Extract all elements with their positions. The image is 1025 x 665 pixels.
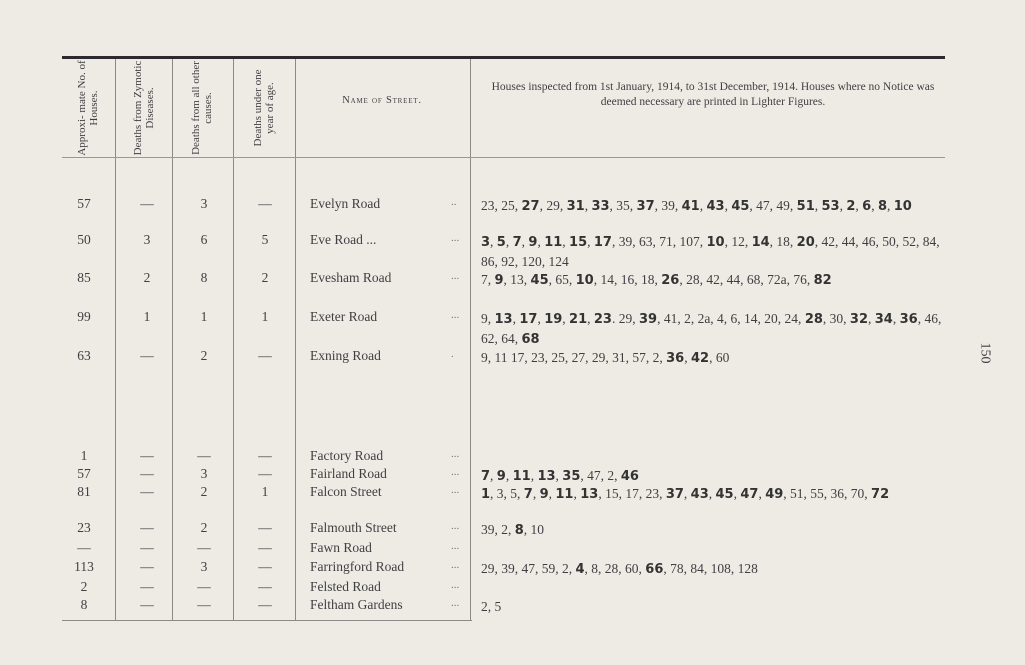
house-number-notice: 17	[519, 312, 538, 327]
houses-inspected-cell	[481, 466, 956, 486]
house-number-notice: 68	[521, 332, 540, 347]
street-name-cell: Evelyn Road	[310, 196, 381, 211]
house-number-text: ,	[724, 198, 732, 213]
house-number-notice: 15	[569, 235, 588, 250]
house-number-text: , 39,	[654, 198, 682, 213]
house-number-text: , 8, 28, 60,	[584, 561, 646, 576]
house-number-notice: 53	[821, 199, 840, 214]
approx-houses-cell: 8	[80, 597, 88, 612]
house-number-notice: 32	[849, 312, 868, 327]
house-number-notice: 13	[580, 487, 599, 502]
houses-inspected-cell	[481, 232, 956, 271]
house-number-notice: 43	[706, 199, 725, 214]
infant-deaths-cell: —	[258, 466, 272, 481]
zymotic-deaths-cell: 3	[143, 232, 151, 247]
house-number-notice: 45	[731, 199, 750, 214]
houses-inspected-cell	[481, 270, 956, 290]
column-divider	[295, 59, 296, 620]
house-number-notice: 7	[481, 469, 491, 484]
infant-deaths-cell: —	[258, 540, 272, 555]
house-number-notice: 11	[544, 235, 563, 250]
house-number-text: ,	[814, 198, 822, 213]
approx-houses-cell: 113	[74, 559, 94, 574]
house-number-text: ,	[537, 234, 545, 249]
street-name-cell: Fawn Road	[310, 540, 372, 555]
house-number-notice: 43	[690, 487, 709, 502]
house-number-text: ,	[548, 486, 556, 501]
leader-dots: ...	[451, 484, 460, 496]
page-number: 150	[977, 342, 993, 364]
approx-houses-cell: 23	[77, 520, 91, 535]
house-number-text: ,	[733, 486, 741, 501]
house-number-text: ,	[505, 234, 513, 249]
header-infant-deaths: Deaths under one year of age.	[252, 69, 276, 147]
zymotic-deaths-cell: —	[140, 579, 154, 594]
house-number-text: , 78, 84, 108, 128	[663, 561, 758, 576]
house-number-text: , 51, 55, 36, 70,	[783, 486, 872, 501]
house-number-text: ,	[490, 234, 497, 249]
house-number-notice: 82	[813, 273, 832, 288]
house-number-text: , 29,	[539, 198, 567, 213]
house-number-text: ,	[584, 198, 592, 213]
infant-deaths-cell: —	[258, 348, 272, 363]
leader-dots: ...	[451, 597, 460, 609]
house-number-text: ,	[573, 486, 581, 501]
zymotic-deaths-cell: 2	[143, 270, 151, 285]
house-number-text: , 47, 2,	[580, 468, 621, 483]
house-number-notice: 14	[751, 235, 770, 250]
other-deaths-cell: 3	[200, 466, 208, 481]
house-number-notice: 27	[521, 199, 540, 214]
street-name-cell: Evesham Road	[310, 270, 392, 285]
house-number-text: ,	[871, 198, 878, 213]
leader-dots: ...	[451, 466, 460, 478]
house-number-notice: 34	[874, 312, 893, 327]
infant-deaths-cell: —	[258, 579, 272, 594]
house-number-text: , 30,	[822, 311, 850, 326]
house-number-notice: 9	[494, 273, 504, 288]
house-number-notice: 49	[765, 487, 784, 502]
house-number-notice: 37	[636, 199, 655, 214]
house-number-text: ,	[684, 350, 691, 365]
zymotic-deaths-cell: —	[140, 540, 154, 555]
houses-inspected-cell	[481, 559, 956, 579]
zymotic-deaths-cell: —	[140, 448, 154, 463]
other-deaths-cell: —	[197, 597, 211, 612]
house-number-text: ,	[839, 198, 847, 213]
house-number-notice: 6	[862, 199, 872, 214]
zymotic-deaths-cell: —	[140, 348, 154, 363]
houses-inspected-cell	[481, 520, 956, 540]
leader-dots: ...	[451, 579, 460, 591]
house-number-text: 7,	[481, 272, 495, 287]
zymotic-deaths-cell: —	[140, 466, 154, 481]
header-houses-inspected: Houses inspected from 1st January, 1914, to 31st December, 1914. Houses where no Notice was deemed necessary are printed in Lighter Figures.	[491, 81, 935, 108]
street-name-cell: Felsted Road	[310, 579, 381, 594]
other-deaths-cell: —	[197, 540, 211, 555]
other-deaths-cell: 2	[200, 484, 208, 499]
house-number-text: 23, 25,	[481, 198, 522, 213]
house-number-text: ,	[537, 311, 545, 326]
infant-deaths-cell: 5	[261, 232, 269, 247]
house-number-notice: 10	[575, 273, 594, 288]
house-number-text: , 46, 62, 64,	[481, 311, 942, 346]
house-number-notice: 46	[620, 469, 639, 484]
houses-inspected-cell	[481, 597, 956, 616]
infant-deaths-cell: —	[258, 559, 272, 574]
house-number-text: ,	[855, 198, 863, 213]
house-number-text: , 35,	[609, 198, 637, 213]
leader-dots: ...	[451, 309, 460, 321]
house-number-notice: 1	[481, 487, 491, 502]
house-number-text: ,	[512, 311, 520, 326]
house-number-notice: 3	[481, 235, 491, 250]
infant-deaths-cell: —	[258, 196, 272, 211]
houses-inspected-cell	[481, 348, 956, 368]
house-number-text: ,	[886, 198, 894, 213]
houses-inspected-cell	[481, 484, 956, 504]
house-number-notice: 41	[681, 199, 700, 214]
zymotic-deaths-cell: —	[140, 484, 154, 499]
house-number-notice: 17	[593, 235, 612, 250]
house-number-text: , 14, 16, 18,	[593, 272, 662, 287]
house-number-notice: 7	[512, 235, 522, 250]
house-number-notice: 19	[544, 312, 563, 327]
house-number-text: 39, 2,	[481, 522, 515, 537]
house-number-text: , 41, 2, 2a, 4, 6, 14, 20, 24,	[657, 311, 805, 326]
street-name-cell: Fairland Road	[310, 466, 387, 481]
other-deaths-cell: —	[197, 448, 211, 463]
header-other-deaths: Deaths from all other causes.	[190, 61, 214, 155]
house-number-notice: 20	[796, 235, 815, 250]
house-number-notice: 36	[666, 351, 685, 366]
zymotic-deaths-cell: —	[140, 196, 154, 211]
approx-houses-cell: 81	[77, 484, 91, 499]
approx-houses-cell: 85	[77, 270, 91, 285]
house-number-notice: 37	[665, 487, 684, 502]
street-name-cell: Feltham Gardens	[310, 597, 403, 612]
house-number-notice: 13	[494, 312, 513, 327]
house-number-notice: 10	[893, 199, 912, 214]
header-infant-wrap	[215, 69, 313, 147]
other-deaths-cell: 3	[200, 196, 208, 211]
house-number-text: ,	[490, 468, 497, 483]
house-number-notice: 26	[661, 273, 680, 288]
house-number-notice: 45	[530, 273, 549, 288]
house-number-notice: 36	[899, 312, 918, 327]
house-number-text: 9, 11 17, 23, 25, 27, 29, 31, 57, 2,	[481, 350, 667, 365]
house-number-text: , 10	[523, 522, 545, 537]
house-number-notice: 9	[539, 487, 549, 502]
house-number-text: 2, 5	[481, 599, 502, 614]
bottom-rule	[62, 620, 472, 621]
header-street-name: Name of Street.	[342, 95, 422, 106]
infant-deaths-cell: 1	[261, 484, 269, 499]
approx-houses-cell: 99	[77, 309, 91, 324]
house-number-text: , 39, 63, 71, 107,	[611, 234, 707, 249]
house-number-notice: 66	[645, 562, 664, 577]
house-number-notice: 10	[706, 235, 725, 250]
house-number-text: , 47, 49,	[749, 198, 797, 213]
house-number-notice: 11	[555, 487, 574, 502]
column-divider	[470, 59, 471, 620]
column-divider	[233, 59, 234, 620]
house-number-text: ,	[505, 468, 513, 483]
leader-dots: ...	[451, 559, 460, 571]
house-number-notice: 13	[537, 469, 556, 484]
house-number-text: ,	[530, 468, 538, 483]
approx-houses-cell: 63	[77, 348, 91, 363]
house-number-notice: 33	[591, 199, 610, 214]
approx-houses-cell: 1	[80, 448, 88, 463]
house-number-text: ,	[532, 486, 540, 501]
house-number-text: ,	[892, 311, 900, 326]
house-number-text: 29, 39, 47, 59, 2,	[481, 561, 576, 576]
approx-houses-cell: 57	[77, 196, 91, 211]
house-number-notice: 21	[569, 312, 588, 327]
house-number-text: , 15, 17, 23,	[598, 486, 666, 501]
house-number-text: ,	[562, 234, 570, 249]
approx-houses-cell: 2	[80, 579, 88, 594]
house-number-notice: 2	[846, 199, 856, 214]
house-number-text: ,	[587, 311, 594, 326]
leader-dots: ...	[451, 448, 460, 460]
street-name-cell: Farringford Road	[310, 559, 405, 574]
header-rule	[62, 157, 945, 158]
house-number-text: . 29,	[611, 311, 639, 326]
house-number-text: ,	[708, 486, 716, 501]
infant-deaths-cell: 1	[261, 309, 269, 324]
zymotic-deaths-cell: —	[140, 597, 154, 612]
house-number-text: ,	[699, 198, 707, 213]
street-name-cell: Falcon Street	[310, 484, 382, 499]
houses-inspected-cell	[481, 309, 956, 349]
house-number-notice: 45	[715, 487, 734, 502]
other-deaths-cell: 1	[200, 309, 208, 324]
other-deaths-cell: 2	[200, 520, 208, 535]
infant-deaths-cell: —	[258, 520, 272, 535]
house-number-notice: 72	[871, 487, 890, 502]
zymotic-deaths-cell: —	[140, 559, 154, 574]
house-number-notice: 9	[496, 469, 506, 484]
other-deaths-cell: —	[197, 579, 211, 594]
other-deaths-cell: 6	[200, 232, 208, 247]
house-number-text: ,	[868, 311, 875, 326]
house-number-notice: 47	[740, 487, 759, 502]
house-number-text: 9,	[481, 311, 495, 326]
house-number-text: ,	[683, 486, 691, 501]
infant-deaths-cell: 2	[261, 270, 269, 285]
street-name-cell: Falmouth Street	[310, 520, 397, 535]
house-number-text: ,	[555, 468, 563, 483]
house-number-text: , 3, 5,	[490, 486, 524, 501]
leader-dots: ...	[451, 270, 460, 282]
house-number-text: , 65,	[548, 272, 576, 287]
street-name-cell: Exeter Road	[310, 309, 378, 324]
house-number-text: , 18,	[769, 234, 797, 249]
house-number-notice: 42	[690, 351, 710, 366]
house-number-notice: 7	[523, 487, 533, 502]
street-name-cell: Eve Road ...	[310, 232, 377, 247]
house-number-notice: 35	[562, 469, 581, 484]
street-name-cell: Exning Road	[310, 348, 381, 363]
infant-deaths-cell: —	[258, 597, 272, 612]
house-number-notice: 31	[566, 199, 585, 214]
leader-dots: ...	[451, 540, 460, 552]
house-number-notice: 9	[528, 235, 538, 250]
houses-inspected-cell	[481, 196, 956, 216]
other-deaths-cell: 2	[200, 348, 208, 363]
house-number-notice: 51	[796, 199, 815, 214]
approx-houses-cell: —	[77, 540, 91, 555]
street-name-cell: Factory Road	[310, 448, 384, 463]
house-number-text: ,	[521, 234, 529, 249]
house-number-notice: 5	[496, 235, 506, 250]
house-number-notice: 23	[593, 312, 612, 327]
zymotic-deaths-cell: —	[140, 520, 154, 535]
leader-dots: ...	[451, 520, 460, 532]
house-number-notice: 11	[512, 469, 531, 484]
zymotic-deaths-cell: 1	[143, 309, 151, 324]
other-deaths-cell: 3	[200, 559, 208, 574]
infant-deaths-cell: —	[258, 448, 272, 463]
approx-houses-cell: 57	[77, 466, 91, 481]
leader-dots: ...	[451, 232, 460, 244]
house-number-text: ,	[587, 234, 594, 249]
house-number-text: , 28, 42, 44, 68, 72a, 76,	[679, 272, 814, 287]
house-number-notice: 8	[877, 199, 887, 214]
leader-dots: .	[451, 348, 454, 360]
approx-houses-cell: 50	[77, 232, 91, 247]
house-number-text: ,	[758, 486, 766, 501]
house-number-notice: 28	[804, 312, 823, 327]
house-number-notice: 8	[514, 523, 524, 538]
house-number-text: , 13,	[503, 272, 531, 287]
other-deaths-cell: 8	[200, 270, 208, 285]
leader-dots: ..	[451, 196, 457, 208]
house-number-text: ,	[562, 311, 570, 326]
house-number-text: , 12,	[724, 234, 752, 249]
header-approx-houses: Approxi- mate No. of Houses.	[76, 60, 100, 156]
house-number-notice: 39	[638, 312, 658, 327]
house-number-notice: 4	[575, 562, 585, 577]
house-number-text: , 42, 44, 46, 50, 52, 84, 86, 92, 120, 124	[481, 234, 940, 269]
house-number-text: , 60	[709, 350, 730, 365]
header-zymotic-deaths: Deaths from Zymotic Diseases.	[132, 60, 156, 156]
